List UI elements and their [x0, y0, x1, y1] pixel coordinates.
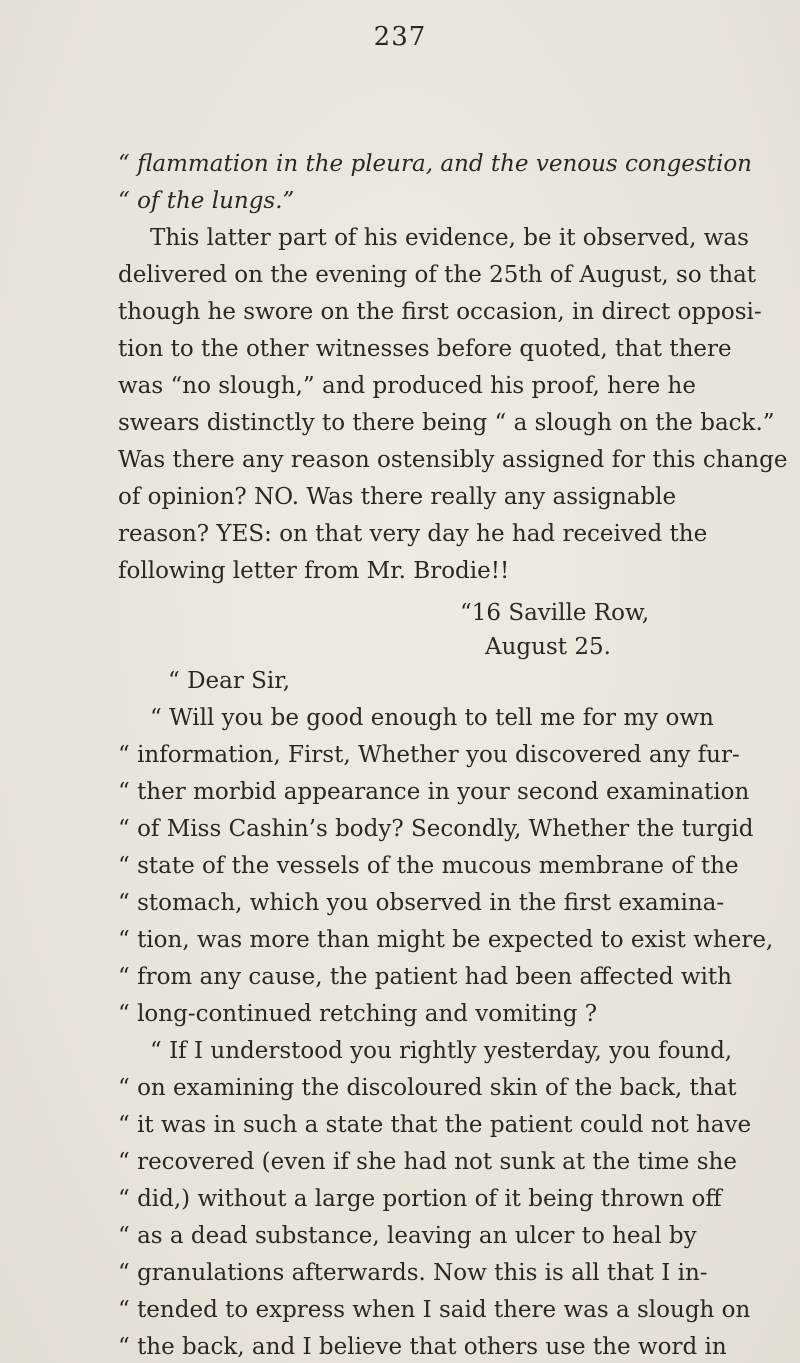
text-line: “ tended to express when I said there was a slough on [118, 1297, 751, 1323]
text-line: “ tion, was more than might be expected to exist where, [118, 927, 774, 953]
text-line: “ of the lungs.” [118, 188, 295, 214]
text-line: “ did,) without a large portion of it being thrown off [118, 1186, 722, 1212]
text-line: following letter from Mr. Brodie!! [118, 558, 510, 584]
text-line: This latter part of his evidence, be it observed, was [150, 225, 749, 251]
text-line: of opinion? NO. Was there really any assignable [118, 484, 677, 510]
text-line: swears distinctly to there being “ a slough on the back.” [118, 410, 775, 436]
text-line: “ recovered (even if she had not sunk at the time she [118, 1149, 737, 1175]
text-line: “ as a dead substance, leaving an ulcer to heal by [118, 1223, 697, 1249]
text-line: “ flammation in the pleura, and the venous congestion [118, 151, 752, 177]
letter-address: “16 Saville Row, [460, 600, 650, 626]
text-line: “ Will you be good enough to tell me for my own [150, 705, 714, 731]
text-line: “ the back, and I believe that others use the word in [118, 1334, 727, 1360]
text-line: “ on examining the discoloured skin of the back, that [118, 1075, 737, 1101]
letter-salutation: “ Dear Sir, [168, 668, 291, 694]
text-line: tion to the other witnesses before quoted, that there [118, 336, 732, 362]
text-line: “ state of the vessels of the mucous membrane of the [118, 853, 739, 879]
text-line: “ information, First, Whether you discovered any fur- [118, 742, 740, 768]
text-line: delivered on the evening of the 25th of August, so that [118, 262, 757, 288]
text-line: “ ther morbid appearance in your second examination [118, 779, 750, 805]
text-line: “ granulations afterwards. Now this is all that I in- [118, 1260, 708, 1286]
text-line: “ it was in such a state that the patient could not have [118, 1112, 752, 1138]
text-line: “ stomach, which you observed in the first examina- [118, 890, 725, 916]
text-line: “ long-continued retching and vomiting ? [118, 1001, 598, 1027]
text-line: “ If I understood you rightly yesterday, you found, [150, 1038, 733, 1064]
text-line: reason? YES: on that very day he had received the [118, 521, 708, 547]
text-line: Was there any reason ostensibly assigned for this change [118, 447, 788, 473]
letter-date: August 25. [485, 634, 611, 660]
text-line: was “no slough,” and produced his proof, here he [118, 373, 696, 399]
text-line: “ of Miss Cashin’s body? Secondly, Whether the turgid [118, 816, 754, 842]
page-number: 237 [373, 22, 427, 52]
text-line: though he swore on the first occasion, in direct opposi- [118, 299, 762, 325]
text-line: “ from any cause, the patient had been affected with [118, 964, 732, 990]
